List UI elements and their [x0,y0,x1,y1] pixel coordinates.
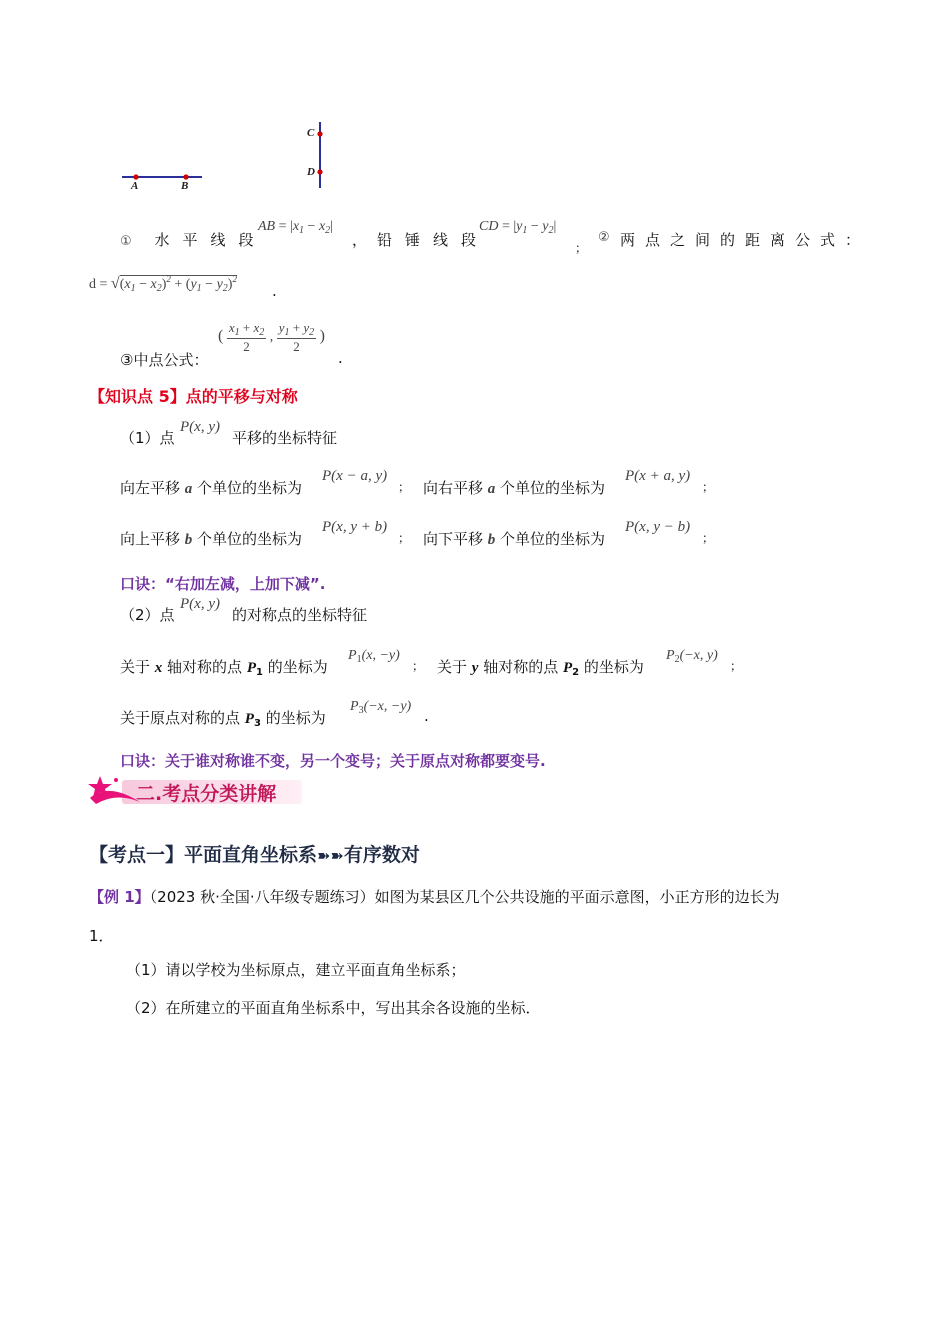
p1-label: P [246,660,256,676]
xaxis-text1: 关于 [120,658,155,676]
circle-one: ① [120,234,132,249]
sep-4: ； [702,531,715,545]
kp5-item1-suffix: 平移的坐标特征 [232,429,338,447]
d-prefix: d = [89,277,108,292]
label-b: B [181,180,189,192]
down-translation [423,528,605,549]
kp5-item2-suffix: 的对称点的坐标特征 [232,606,368,624]
kp5-item2-prefix: （2）点 [120,606,175,624]
example1-text: （2023 秋·全国·八年级专题练习）如图为某县区几个公共设施的平面示意图，小正方形的边长为 [149,888,780,906]
vertical-segment-text: 铅锤线段 [377,231,490,249]
origin-symmetry [120,707,326,729]
label-a: A [131,180,139,192]
period-3: . [424,707,429,725]
sep-1: ； [398,480,411,494]
example1-q1: （1）请以学校为坐标原点，建立平面直角坐标系； [126,961,466,979]
midpoint-label: ③中点公式： [120,351,209,369]
period-1: . [272,282,277,300]
origin-text2: 的坐标为 [260,709,326,727]
section-banner [86,772,306,812]
sep-3: ； [398,531,411,545]
xaxis-text3: 的坐标为 [262,658,328,676]
right-text: 向右平移 [423,479,488,497]
left-text: 向左平移 [120,479,185,497]
example1-text-cont: 1． [89,927,114,945]
circle-two: ② [598,230,610,245]
p3-formula-text: (−x, −y) [363,699,412,714]
point-d [317,169,322,174]
period-2: . [338,349,343,367]
right-formula: P(x + a, y) [625,468,691,484]
var-a-left: a [184,481,193,497]
var-a-right: a [487,481,496,497]
distance-line [120,229,266,250]
example1-q2: （2）在所建立的平面直角坐标系中，写出其余各设施的坐标． [126,999,541,1017]
example1-tag: 【例 1】 [89,888,150,906]
kp5-title: 【知识点 5】点的平移与对称 [89,387,298,406]
yaxis-symmetry [437,656,644,678]
label-c: C [307,127,315,139]
left-mid: 个单位的坐标为 [192,479,303,497]
midpoint-formula: ( $\frac{x_1 + x_2}{2}$ , $\frac{y_1 + y_2}{2}$ ) [218,320,325,354]
p1-formula-text: (x, −y) [361,648,400,663]
kp5-item1-prefix: （1）点 [120,429,175,447]
banner-text: 二.考点分类讲解 [136,783,277,805]
kaodian1-title-prefix: 【考点一】平面直角坐标系 [89,844,318,866]
p3-label: P [244,711,254,727]
up-text: 向上平移 [120,530,185,548]
p2-label: P [563,660,573,676]
double-arrow-icon: ➽➽ [317,846,344,865]
p2-sub: 2 [572,667,580,678]
left-formula: P(x − a, y) [322,468,388,484]
cd-formula: CD = $|y_1 - y_2|$ [479,219,557,236]
point-a [133,174,138,179]
horizontal-segment-text: 水平线段 [154,231,267,249]
yaxis-text3: 的坐标为 [579,658,644,676]
kaodian1-title [89,840,420,867]
var-b-up: b [184,532,193,548]
point-c [317,131,322,136]
left-translation [120,477,302,498]
up-translation [120,528,302,549]
origin-text1: 关于原点对称的点 [120,709,245,727]
p3-sub: 3 [253,718,261,729]
p1-formula: $P_1(x$, −y) [348,648,400,665]
yaxis-text2: 轴对称的点 [478,658,563,676]
down-formula: P(x, y − b) [625,519,691,535]
sep-2: ； [702,480,715,494]
segment-figure [110,120,340,200]
comma-1: ， [352,231,368,249]
down-mid: 个单位的坐标为 [495,530,606,548]
sep-6: ； [730,659,743,673]
xaxis-text2: 轴对称的点 [162,658,247,676]
kp5-item2-formula: P(x, y) [180,596,220,612]
p3-formula: $P_3(-x$, −y) [350,699,412,716]
var-y: y [471,660,479,676]
right-translation [423,477,605,498]
two-point-text: 两点之间的距离公式： [620,231,871,249]
up-formula: P(x, y + b) [322,519,388,535]
mnemonic-1: 口诀：“右加左减，上加下减”. [120,575,326,593]
yaxis-text1: 关于 [437,658,472,676]
sep-5: ； [412,659,425,673]
distance-formula: $d = √(x_1 - x_2)^2 + (y_1 - y_2)^2$ [89,274,237,294]
semicolon-1: ； [575,241,588,255]
ab-formula: AB = $|x_1 - x_2|$ [258,219,333,236]
label-d: D [307,166,315,178]
p2-formula-text: (−x, y) [679,648,718,663]
mnemonic-2: 口诀：关于谁对称谁不变，另一个变号；关于原点对称都要变号. [120,752,546,770]
right-mid: 个单位的坐标为 [495,479,606,497]
point-b [183,174,188,179]
kp5-item1-formula: P(x, y) [180,419,220,435]
var-b-down: b [487,532,496,548]
xaxis-symmetry [120,656,328,678]
down-text: 向下平移 [423,530,488,548]
var-x: x [154,660,163,676]
kaodian1-title-suffix: 有序数对 [343,844,420,866]
up-mid: 个单位的坐标为 [192,530,303,548]
example1-line [89,886,780,907]
p2-formula: $P_2(-x$, y) [666,648,718,665]
p1-sub: 1 [256,667,263,678]
